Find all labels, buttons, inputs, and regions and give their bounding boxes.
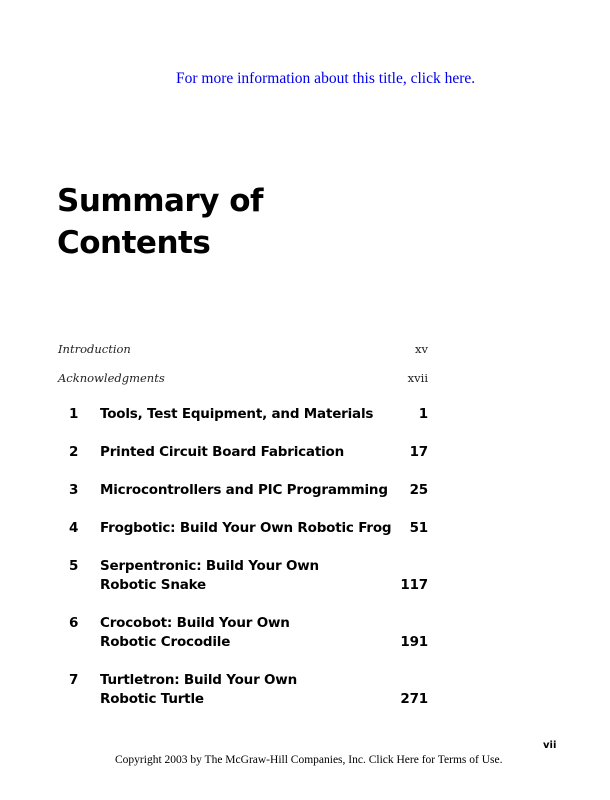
chapter-page: 191 [400, 634, 428, 650]
page-title [57, 180, 263, 264]
chapter-title: Microcontrollers and PIC Programming [100, 482, 388, 498]
chapter-number: 5 [69, 558, 79, 574]
chapter-title-line-2: Robotic Turtle [100, 691, 204, 707]
chapter-title: Frogbotic: Build Your Own Robotic Frog [100, 520, 392, 536]
chapter-page: 51 [409, 520, 428, 536]
toc-entry-introduction[interactable] [58, 342, 428, 356]
chapter-title-line-1: Crocobot: Build Your Own [100, 615, 290, 631]
toc-entry-label: Introduction [58, 342, 131, 356]
chapter-title-line-2: Robotic Snake [100, 577, 207, 593]
chapter-page: 17 [409, 444, 428, 460]
chapter-title-line-2: Robotic Crocodile [100, 634, 231, 650]
chapter-number: 1 [69, 406, 79, 422]
toc-entry-page: xv [415, 342, 428, 356]
chapter-title-line-1: Serpentronic: Build Your Own [100, 558, 319, 574]
page-number: vii [543, 740, 557, 751]
chapter-page: 271 [400, 691, 428, 707]
toc-entry-acknowledgments[interactable] [58, 371, 428, 385]
toc-entry-label: Acknowledgments [58, 371, 165, 385]
chapter-title: Printed Circuit Board Fabrication [100, 444, 345, 460]
chapter-number: 4 [69, 520, 79, 536]
chapter-title [100, 557, 390, 595]
more-info-link[interactable]: For more information about this title, click here. [176, 70, 476, 87]
chapter-page: 117 [400, 577, 428, 593]
chapter-number: 2 [69, 444, 79, 460]
chapter-number: 7 [69, 672, 79, 688]
chapter-page: 25 [409, 482, 428, 498]
chapter-title [100, 671, 390, 709]
chapter-title: Tools, Test Equipment, and Materials [100, 406, 374, 422]
chapter-number: 6 [69, 615, 79, 631]
chapter-title [100, 614, 390, 652]
chapter-page: 1 [418, 406, 428, 422]
toc-entry-page: xvii [407, 371, 428, 385]
chapter-title-line-1: Turtletron: Build Your Own [100, 672, 297, 688]
title-line-2: Contents [57, 225, 211, 261]
chapter-number: 3 [69, 482, 79, 498]
title-line-1: Summary of [57, 183, 263, 219]
copyright-notice[interactable]: Copyright 2003 by The McGraw-Hill Companies, Inc. Click Here for Terms of Use. [115, 754, 503, 766]
